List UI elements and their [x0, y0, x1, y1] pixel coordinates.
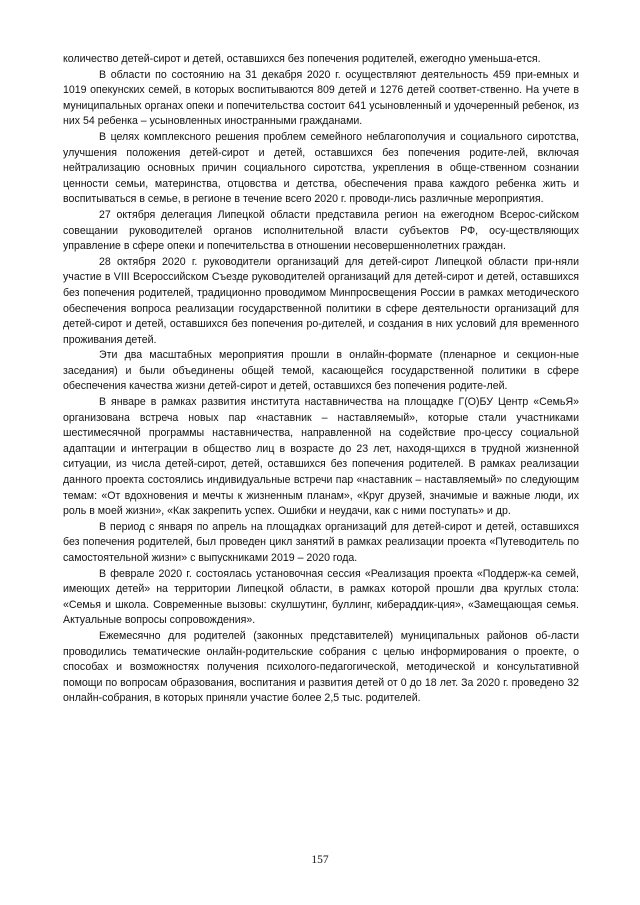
paragraph-10: Ежемесячно для родителей (законных представителей) муниципальных районов об-ласти проводились тематические онлайн-родительские собрания с целью информирования о проекте, о способах и возможностях получения психолого-педагогической, методической и консультативной помощи по вопросам образования, воспитания и развития детей от 0 до 18 лет. За 2020 г. проведено 32 онлайн-собрания, в которых приняли участие более 2,5 тыс. родителей.	[63, 629, 579, 705]
paragraph-5: 28 октября 2020 г. руководители организаций для детей-сирот Липецкой области при-няли участие в VIII Всероссийском Съезде руководителей организаций для детей-сирот и детей, оставшихся без попечения родителей, традиционно проводимом Минпросвещения России в рамках методического обеспечения вопроса реализации государственной политики в сфере деятельности организаций для детей-сирот и детей, оставшихся без попечения ро-дителей, и создания в них условий для временного проживания детей.	[63, 255, 579, 346]
paragraph-3: В целях комплексного решения проблем семейного неблагополучия и социального сиротства, улучшения положения детей-сирот и детей, оставшихся без попечения родите-лей, включая нейтрализацию основных причин социального сиротства, укрепления в обще-ственном сознании ценности семьи, материнства, отцовства и детства, обеспечения права каждого ребенка жить и воспитываться в семье, в регионе в течение всего 2020 г. проводи-лись различные мероприятия.	[63, 130, 579, 206]
paragraph-2: В области по состоянию на 31 декабря 2020 г. осуществляют деятельность 459 при-емных и 1019 опекунских семей, в которых воспитываются 809 детей и 1276 детей соответ-ственно. На учете в муниципальных органах опеки и попечительства состоит 641 усыновленный и удочеренный ребенок, из них 54 ребенка – усыновленных иностранными гражданами.	[63, 68, 579, 128]
page-number: 157	[311, 854, 329, 866]
paragraph-8: В период с января по апрель на площадках организаций для детей-сирот и детей, оставшихся без попечения родителей, был проведен цикл занятий в рамках реализации проекта «Путеводитель по самостоятельной жизни» с выпускниками 2019 – 2020 года.	[63, 520, 579, 564]
body-text	[63, 52, 579, 707]
paragraph-9: В феврале 2020 г. состоялась установочная сессия «Реализация проекта «Поддерж-ка семей, имеющих детей» на территории Липецкой области, в рамках которой прошли два круглых стола: «Семья и школа. Современные вызовы: скулшутинг, буллинг, кибераддик-ция», «Замещающая семья. Актуальные вопросы сопровождения».	[63, 567, 579, 627]
paragraph-7: В январе в рамках развития института наставничества на площадке Г(О)БУ Центр «СемьЯ» организована встреча новых пар «наставник – наставляемый», которые стали участниками шестимесячной программы наставничества, направленной на содействие про-цессу социальной адаптации и интеграции в общество лиц в возрасте до 23 лет, находя-щихся в трудной жизненной ситуации, из числа детей-сирот, детей, оставшихся без попечения родителей. В рамках реализации данного проекта состоялись индивидуальные встречи пар «наставник – наставляемый» по следующим темам: «От вдохновения и мечты к жизненным планам», «Круг друзей, значимые и важные люди, их роль в моей жизни», «Как закрепить успех. Ошибки и неудачи, как с ними поступать» и др.	[63, 396, 579, 518]
paragraph-6: Эти два масштабных мероприятия прошли в онлайн-формате (пленарное и секцион-ные заседания) и были объединены общей темой, касающейся государственной политики в сфере обеспечения качества жизни детей-сирот и детей, оставшихся без попечения родите-лей.	[63, 349, 579, 393]
paragraph-1: количество детей-сирот и детей, оставшихся без попечения родителей, ежегодно уменьша-ется.	[63, 53, 541, 65]
paragraph-4: 27 октября делегация Липецкой области представила регион на ежегодном Всерос-сийском совещании руководителей органов исполнительной власти субъектов РФ, осу-ществляющих управление в сфере опеки и попечительства в отношении несовершеннолетних граждан.	[63, 208, 579, 253]
